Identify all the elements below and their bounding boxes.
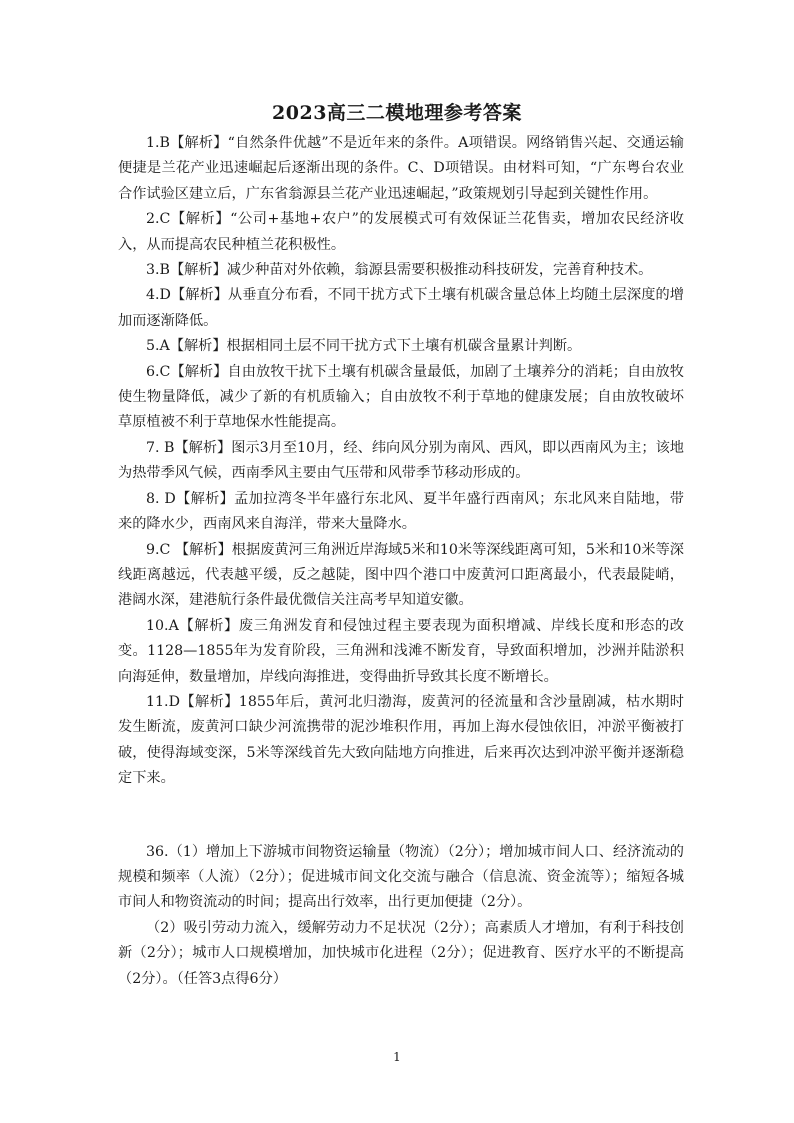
answer-7: 7. B【解析】图示3月至10月，经、纬向风分别为南风、西风，即以西南风为主；该地为热带季风气候，西南季风主要由气压带和风带季节移动形成的。	[118, 439, 684, 482]
answer-body	[118, 131, 684, 992]
answer-1: 1.B【解析】“自然条件优越”不是近年来的条件。A项错误。网络销售兴起、交通运输便捷是兰花产业迅速崛起后逐渐出现的条件。C、D项错误。由材料可知，“广东粤台农业合作试验区建立后，广东省翁源县兰花产业迅速崛起，”政策规划引导起到关键性作用。	[118, 135, 684, 202]
answer-2: 2.C【解析】“公司+基地+农户”的发展模式可有效保证兰花售卖，增加农民经济收入，从而提高农民种植兰花积极性。	[118, 211, 684, 253]
answer-36-part-1: 36.（1）增加上下游城市间物资运输量（物流）（2分）；增加城市间人口、经济流动的规模和频率（人流）（2分）；促进城市间文化交流与融合（信息流、资金流等）；缩短各城市间人和物资流动的时间；提高出行效率，出行更加便捷（2分）。	[118, 843, 684, 911]
page-number: 1	[393, 1050, 401, 1064]
answer-9: 9.C 【解析】根据废黄河三角洲近岸海域5米和10米等深线距离可知，5米和10米等深线距离越远，代表越平缓，反之越陡，图中四个港口中废黄河口距离最小，代表最陡峭，港阔水深，建港航行条件最优微信关注高考早知道安徽。	[118, 541, 684, 609]
answer-6: 6.C【解析】自由放牧干扰下土壤有机碳含量最低，加剧了土壤养分的消耗；自由放牧使生物量降低，减少了新的有机质输入；自由放牧不利于草地的健康发展；自由放牧破坏草原植被不利于草地保水性能提高。	[118, 363, 684, 431]
answer-36-part-2: （2）吸引劳动力流入，缓解劳动力不足状况（2分）；高素质人才增加，有利于科技创新（2分）；城市人口规模增加，加快城市化进程（2分）；促进教育、医疗水平的不断提高（2分）。（任答3点得6分）	[118, 919, 684, 987]
answer-3: 3.B【解析】减少种苗对外依赖，翁源县需要积极推动科技研发，完善育种技术。	[146, 262, 653, 279]
answer-5: 5.A【解析】根据相同土层不同干扰方式下土壤有机碳含量累计判断。	[146, 338, 582, 355]
section-gap	[118, 792, 684, 840]
answer-8: 8. D【解析】孟加拉湾冬半年盛行东北风、夏半年盛行西南风；东北风来自陆地，带来的降水少，西南风来自海洋，带来大量降水。	[118, 490, 684, 533]
answer-10: 10.A【解析】废三角洲发育和侵蚀过程主要表现为面积增减、岸线长度和形态的改变。1128—1855年为发育阶段，三角洲和浅滩不断发育，导致面积增加，沙洲并陆淤积向海延伸，数量增加，岸线向海推进，变得曲折导致其长度不断增长。	[118, 617, 684, 685]
answer-11: 11.D【解析】1855年后，黄河北归渤海，废黄河的径流量和含沙量剧减，枯水期时发生断流，废黄河口缺少河流携带的泥沙堆积作用，再加上海水侵蚀依旧，冲淤平衡被打破，使得海域变深，5米等深线首先大致向陆地方向推进，后来再次达到冲淤平衡并逐渐稳定下来。	[118, 693, 684, 787]
answer-4: 4.D【解析】从垂直分布看，不同干扰方式下土壤有机碳含量总体上均随土层深度的增加而逐渐降低。	[118, 287, 684, 329]
document-title: 2023高三二模地理参考答案	[272, 102, 522, 124]
